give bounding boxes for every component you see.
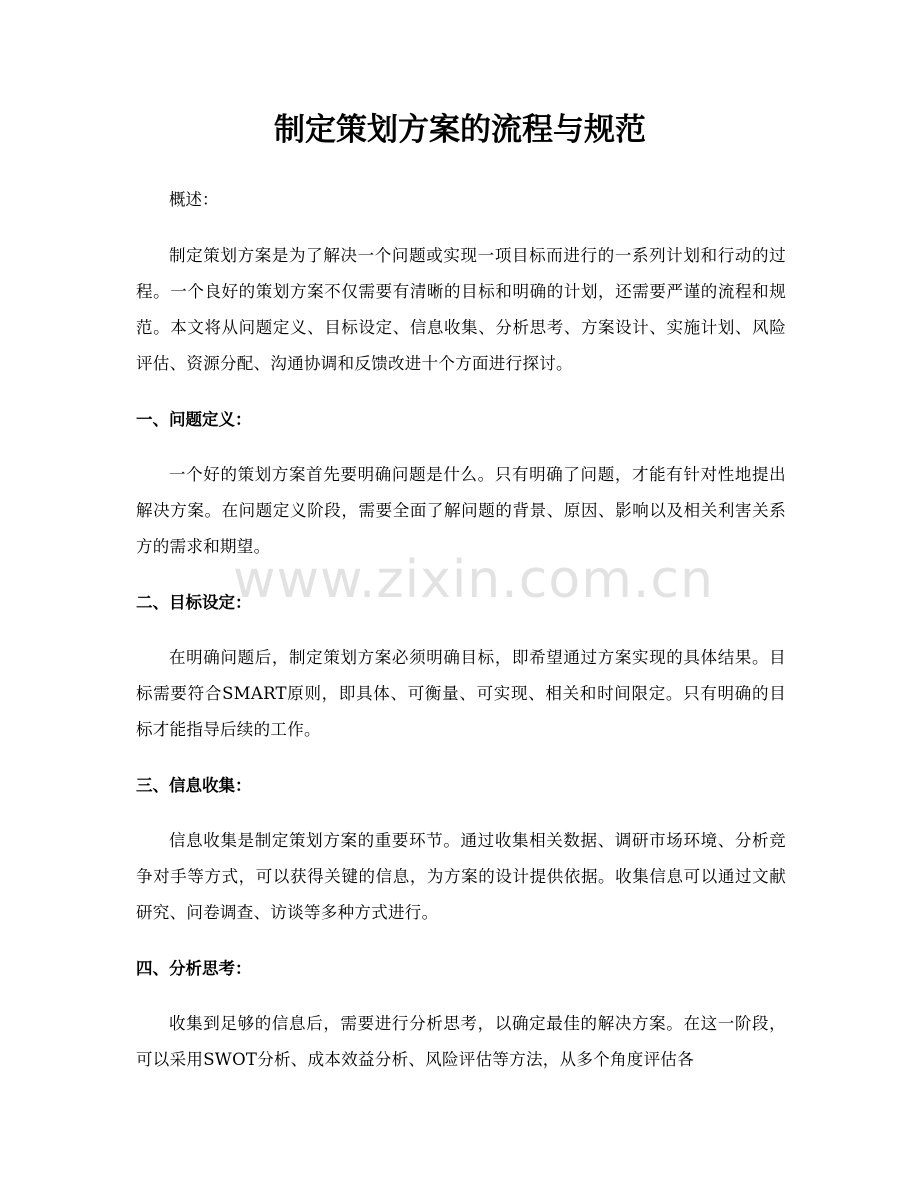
document-body xyxy=(136,182,786,1098)
section-heading: 二、目标设定： xyxy=(136,593,252,612)
section-paragraph: 信息收集是制定策划方案的重要环节。通过收集相关数据、调研市场环境、分析竞争对手等方式，可以获得关键的信息，为方案的设计提供依据。收集信息可以通过文献研究、问卷调查、访谈等多种方式进行。 xyxy=(136,831,786,922)
section-problem-definition xyxy=(136,402,786,565)
overview-label: 概述： xyxy=(169,190,219,209)
section-paragraph: 一个好的策划方案首先要明确问题是什么。只有明确了问题，才能有针对性地提出解决方案。在问题定义阶段，需要全面了解问题的背景、原因、影响以及相关利害关系方的需求和期望。 xyxy=(136,465,786,556)
section-analysis xyxy=(136,951,786,1078)
section-goal-setting xyxy=(136,585,786,748)
intro-paragraph: 制定策划方案是为了解决一个问题或实现一项目标而进行的一系列计划和行动的过程。一个良好的策划方案不仅需要有清晰的目标和明确的计划，还需要严谨的流程和规范。本文将从问题定义、目标设定、信息收集、分析思考、方案设计、实施计划、风险评估、资源分配、沟通协调和反馈改进十个方面进行探讨。 xyxy=(136,246,786,373)
section-heading: 三、信息收集： xyxy=(136,776,252,795)
section-heading: 一、问题定义： xyxy=(136,410,252,429)
section-paragraph: 收集到足够的信息后，需要进行分析思考，以确定最佳的解决方案。在这一阶段，可以采用SWOT分析、成本效益分析、风险评估等方法，从多个角度评估各 xyxy=(136,1014,786,1069)
section-heading: 四、分析思考： xyxy=(136,959,252,978)
section-information-collection xyxy=(136,768,786,931)
page-title: 制定策划方案的流程与规范 xyxy=(274,112,646,148)
section-paragraph: 在明确问题后，制定策划方案必须明确目标，即希望通过方案实现的具体结果。目标需要符合SMART原则，即具体、可衡量、可实现、相关和时间限定。只有明确的目标才能指导后续的工作。 xyxy=(136,648,786,739)
watermark-text: www.zixin.com.cn xyxy=(233,550,714,610)
